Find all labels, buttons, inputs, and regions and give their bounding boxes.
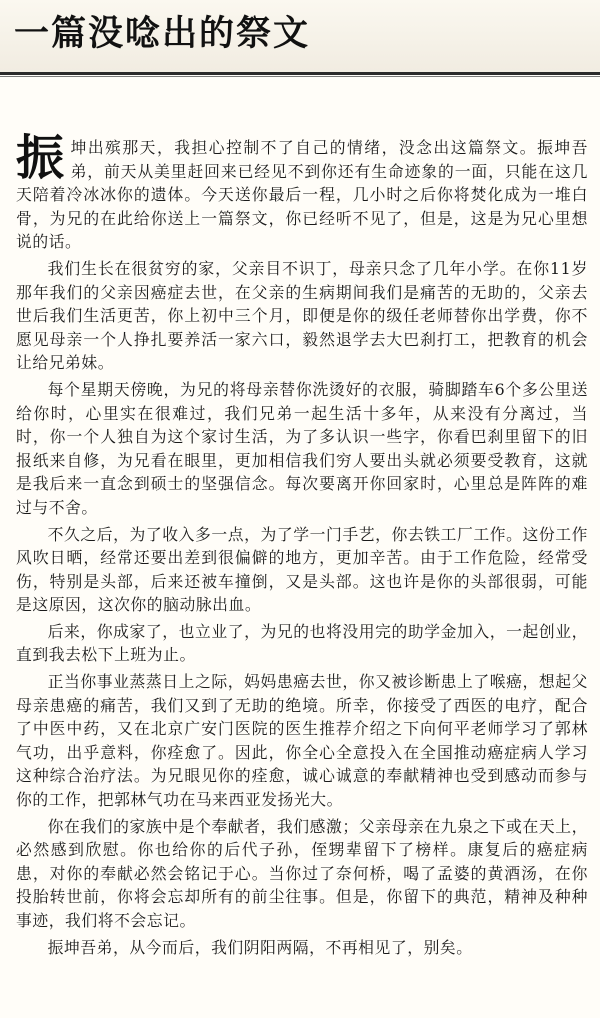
- drop-cap: 振: [16, 130, 65, 186]
- page-title: 一篇没唸出的祭文: [14, 14, 311, 54]
- paragraph-4: 不久之后，为了收入多一点，为了学一门手艺，你去铁工厂工作。这份工作风吹日晒，经常还要出差到很偏僻的地方，更加辛苦。由于工作危险，经常受伤，特别是头部，后来还被车撞倒，又是头部。这也许是你的头部很弱，可能是这原因，这次你的脑动脉出血。: [16, 524, 588, 615]
- paragraph-5: 后来，你成家了，也立业了，为兄的也将没用完的助学金加入，一起创业，直到我去松下上班为止。: [16, 621, 588, 665]
- title-banner: [0, 0, 600, 75]
- paragraph-2: 我们生长在很贫穷的家，父亲目不识丁，母亲只念了几年小学。在你11岁那年我们的父亲因癌症去世，在父亲的生病期间我们是痛苦的无助的，父亲去世后我们生活更苦，你上初中三个月，即便是你的级任老师替你出学费，你不愿见母亲一个人挣扎要养活一家六口，毅然退学去大巴刹打工，把教育的机会让给兄弟妹。: [16, 258, 588, 373]
- paragraph-6: 正当你事业蒸蒸日上之际，妈妈患癌去世，你又被诊断患上了喉癌，想起父母亲患癌的痛苦，我们又到了无助的绝境。所幸，你接受了西医的电疗，配合了中医中药，又在北京广安门医院的医生推荐介绍之下向何平老师学习了郭林气功，出乎意料，你痊愈了。因此，你全心全意投入在全国推动癌症病人学习这种综合治疗法。为兄眼见你的痊愈，诚心诚意的奉献精神也受到感动而参与你的工作，把郭林气功在马来西亚发扬光大。: [16, 672, 588, 810]
- paragraph-3: 每个星期天傍晚，为兄的将母亲替你洗烫好的衣服，骑脚踏车6个多公里送给你时，心里实在很难过，我们兄弟一起生活十多年，从来没有分离过，当时，你一个人独自为这个家讨生活，为了多认识一些字，你看巴刹里留下的旧报纸来自修，为兄看在眼里，更加相信我们穷人要出头就必须要受教育，这就是我后来一直念到硕士的坚强信念。每次要离开你回家时，心里总是阵阵的难过与不舍。: [16, 379, 588, 517]
- article-body: [16, 130, 588, 962]
- paragraph-8: 振坤吾弟，从今而后，我们阴阳两隔，不再相见了，别矣。: [47, 937, 473, 957]
- paragraph-1-text: 坤出殡那天，我担心控制不了自己的情绪，没念出这篇祭文。振坤吾弟，前天从美里赶回来已经见不到你还有生命迹象的一面，只能在这几天陪着冷冰冰你的遗体。今天送你最后一程，几小时之后你将焚化成为一堆白骨，为兄的在此给你送上一篇祭文，你已经听不见了，但是，这是为兄心里想说的话。: [16, 138, 588, 252]
- paragraph-1: [16, 130, 588, 254]
- paragraph-7: 你在我们的家族中是个奉献者，我们感激；父亲母亲在九泉之下或在天上，必然感到欣慰。你也给你的后代子孙，侄甥辈留下了榜样。康复后的癌症病患，对你的奉献必然会铭记于心。当你过了奈何桥，喝了孟婆的黄酒汤，在你投胎转世前，你将会忘却所有的前尘往事。但是，你留下的典范，精神及种种事迹，我们将不会忘记。: [16, 816, 588, 930]
- header-divider: [0, 76, 600, 77]
